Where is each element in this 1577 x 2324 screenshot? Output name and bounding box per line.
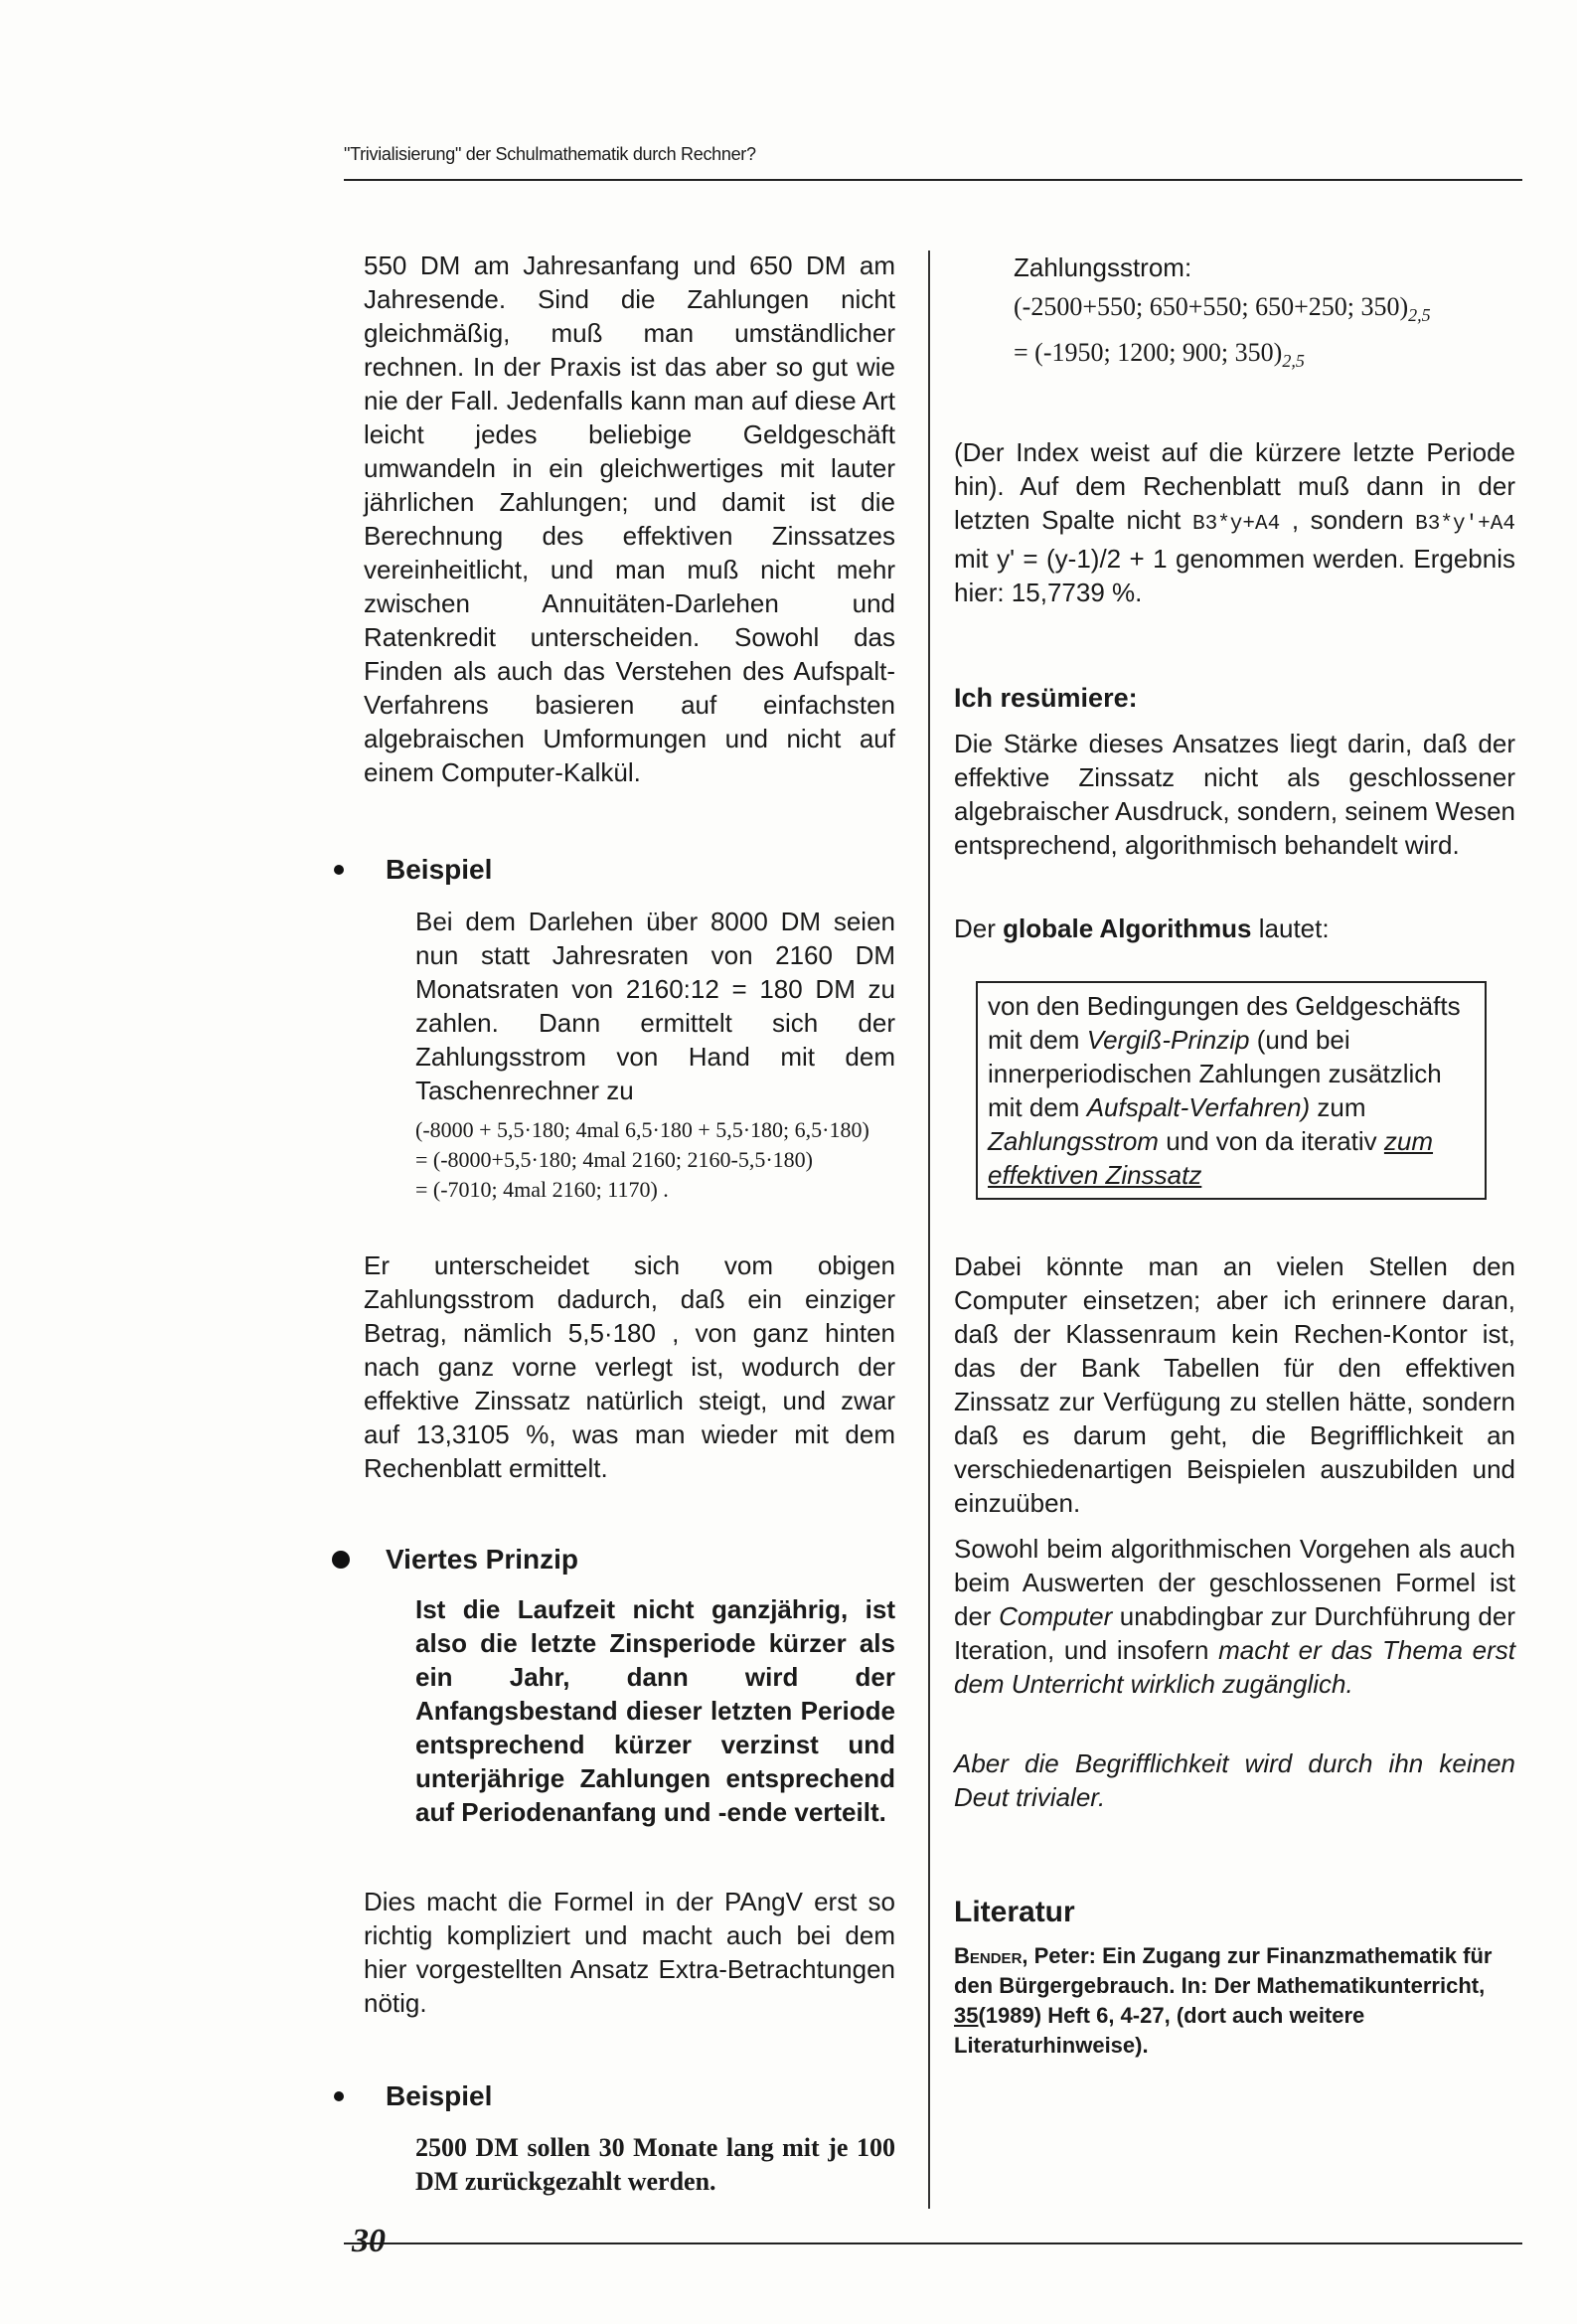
reference-entry: Bender, Peter: Ein Zugang zur Finanzmathematik für den Bürgergebrauch. In: Der Mathematikunterricht, 35(1989) Heft 6, 4-27, (dort auch weitere Literaturhinweise). — [954, 1943, 1493, 2059]
paragraph: Der globale Algorithmus lautet: — [954, 913, 1330, 944]
running-header: "Trivialisierung" der Schulmathematik durch Rechner? — [344, 144, 756, 164]
section-heading: Beispiel — [364, 2079, 895, 2113]
section-heading: Beispiel — [364, 853, 895, 887]
closing-remark: Aber die Begrifflichkeit wird durch ihn keinen Deut trivialer. — [954, 1748, 1515, 1813]
paragraph: Sowohl beim algorithmischen Vorgehen als auch beim Auswerten der geschlossenen Formel ist der Computer unabdingbar zur Durchführung der Iteration, und insofern macht er das Thema erst dem Unterricht wirklich zugänglich. — [954, 1534, 1516, 1700]
paragraph: Dabei könnte man an vielen Stellen den Computer einsetzen; aber ich erinnere daran, daß der Klassenraum kein Rechen-Kontor ist, das der Bank Tabellen für den effektiven Zinssatz zur Verfügung zu stellen hätte, sondern daß es darum geht, die Begrifflichkeit an verschiedenartigen Beispielen auszubilden und einzuüben. — [954, 1251, 1515, 1519]
formula-line: (-8000 + 5,5·180; 4mal 6,5·180 + 5,5·180; 6,5·180) — [415, 1117, 869, 1142]
formula-line: (-2500+550; 650+550; 650+250; $350)_{2,5}$ — [1014, 292, 1431, 326]
footer-rule — [344, 2242, 1522, 2244]
paragraph: Bei dem Darlehen über 8000 DM seien nun statt Jahresraten von 2160 DM Monatsraten von 2160:12 = 180 DM zu zahlen. Dann ermittelt sich der Zahlungsstrom von Hand mit dem Taschenrechner zu — [415, 907, 895, 1105]
paragraph: Die Stärke dieses Ansatzes liegt darin, daß der effektive Zinssatz nicht als geschlossener algebraischer Ausdruck, sondern, seinem Wesen entsprechend, algorithmisch behandelt wird. — [954, 729, 1515, 861]
formula-line: = (-1950; 1200; 900; $350)_{2,5}$ — [1014, 338, 1305, 372]
code-snippet: B3*y'+A4 — [1415, 513, 1515, 537]
principle-text: Ist die Laufzeit nicht ganzjährig, ist also die letzte Zinsperiode kürzer als ein Jahr, dann wird der Anfangsbestand dieser letzten Periode entsprechend kürzer verzinst und unterjährige Zahlungen entsprechend auf Periodenanfang und -ende verteilt. — [415, 1594, 895, 1827]
paragraph: 550 DM am Jahresanfang und 650 DM am Jahresende. Sind die Zahlungen nicht gleichmäßig, muß man umständlicher rechnen. In der Praxis ist das aber so gut wie nie der Fall. Jedenfalls kann man auf diese Art leicht jedes beliebige Geldgeschäft umwandeln in ein gleichwertiges mit lauter jährlichen Zahlungen; und damit ist die Berechnung des effektiven Zinssatzes vereinheitlicht, und man muß nicht mehr zwischen Annuitäten-Darlehen und Ratenkredit unterscheiden. Sowohl das Finden als auch das Verstehen des Aufspalt-Verfahrens basieren auf einfachsten algebraischen Umformungen und nicht auf einem Computer-Kalkül. — [364, 250, 895, 787]
paragraph: Er unterscheidet sich vom obigen Zahlungsstrom dadurch, daß ein einziger Betrag, nämlich 5,5·180 , von ganz hinten nach ganz vorne verlegt ist, wodurch der effektive Zinssatz natürlich steigt, und zwar auf 13,3105 %, was man wieder mit dem Rechenblatt ermittelt. — [364, 1250, 895, 1483]
page-number: 30 — [352, 2223, 386, 2259]
paragraph: 2500 DM sollen 30 Monate lang mit je 100 DM zurückgezahlt werden. — [415, 2133, 895, 2196]
section-heading: Viertes Prinzip — [364, 1543, 895, 1577]
paragraph: (Der Index weist auf die kürzere letzte Periode hin). Auf dem Rechenblatt muß dann in der letzten Spalte nicht B3*y+A4 , sondern B3*y'+A4 mit y' = (y-1)/2 + 1 genommen werden. Ergebnis hier: 15,7739 %. — [954, 437, 1515, 608]
formula-line: = (-8000+5,5·180; 4mal 2160; 2160-5,5·180) — [415, 1147, 813, 1172]
bullet-icon — [334, 2091, 344, 2101]
section-heading: Ich resümiere: — [954, 683, 1138, 714]
code-snippet: B3*y+A4 — [1192, 513, 1281, 537]
emphasis: globale Algorithmus — [1003, 913, 1252, 944]
right-column — [954, 250, 1515, 2061]
header-rule — [344, 179, 1522, 181]
bullet-icon — [332, 1551, 350, 1569]
left-column — [364, 249, 895, 2199]
section-heading: Literatur — [954, 1896, 1075, 1929]
formula-line: = (-7010; 4mal 2160; 1170) . — [415, 1177, 669, 1202]
column-divider — [928, 250, 930, 2209]
zahlungsstrom-label: Zahlungsstrom: — [1014, 252, 1192, 282]
paragraph: Dies macht die Formel in der PAngV erst so richtig kompliziert und macht auch bei dem hier vorgestellten Ansatz Extra-Betrachtungen nötig. — [364, 1887, 895, 2018]
algorithm-box: von den Bedingungen des Geldgeschäfts mit dem Vergiß-Prinzip (und bei innerperiodischen Zahlungen zusätzlich mit dem Aufspalt-Verfahren) zum Zahlungsstrom und von da iterativ zum effektiven Zinssatz — [976, 981, 1487, 1200]
bullet-icon — [334, 865, 344, 875]
